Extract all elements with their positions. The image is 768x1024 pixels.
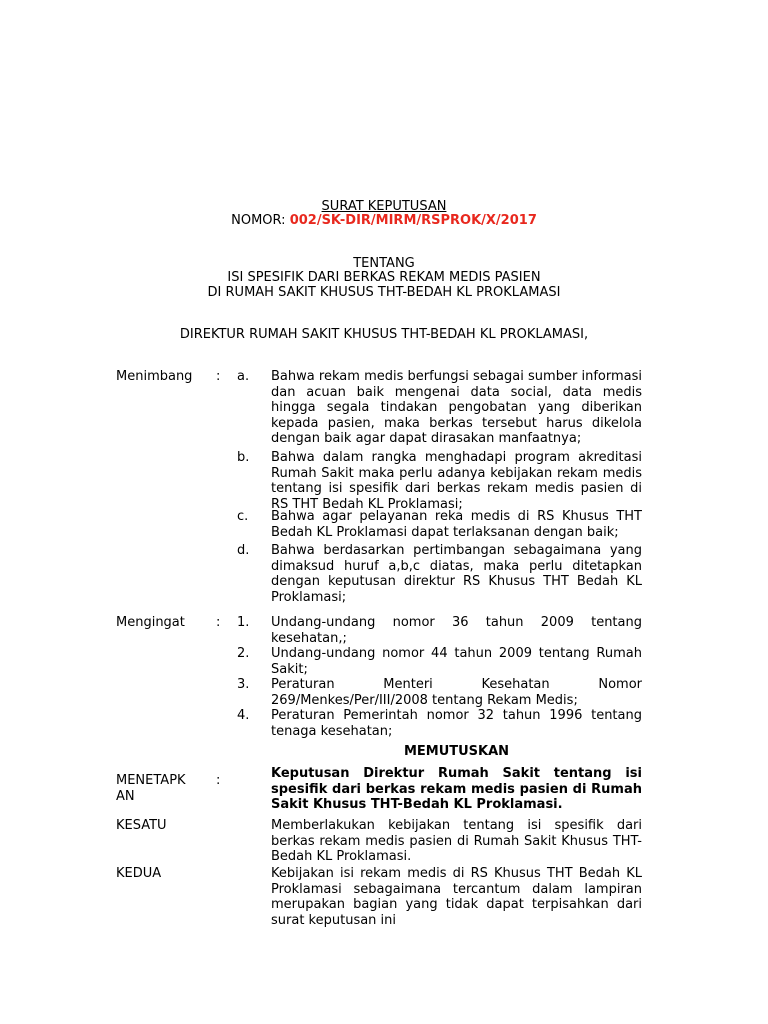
number-value: 002/SK-DIR/MIRM/RSPROK/X/2017: [289, 213, 537, 228]
mengingat-marker-1: 1.: [237, 615, 250, 630]
tentang-heading: TENTANG: [353, 256, 415, 271]
mengingat-label: Mengingat: [116, 615, 185, 630]
subject-line-2: DI RUMAH SAKIT KHUSUS THT-BEDAH KL PROKLAMASI: [207, 285, 561, 300]
mengingat-marker-4: 4.: [237, 708, 250, 723]
memutuskan-heading: MEMUTUSKAN: [403, 744, 510, 759]
issuer-heading: DIREKTUR RUMAH SAKIT KHUSUS THT-BEDAH KL PROKLAMASI,: [179, 327, 589, 342]
menimbang-item-b: Bahwa dalam rangka menghadapi program akreditasi Rumah Sakit maka perlu adanya kebijakan rekam medis tentang isi spesifik dari berkas rekam medis pasien di RS THT Bedah KL Proklamasi;: [271, 450, 642, 512]
menetapkan-text: Keputusan Direktur Rumah Sakit tentang isi spesifik dari berkas rekam medis pasien di Rumah Sakit Khusus THT-Bedah KL Proklamasi.: [271, 766, 642, 812]
menetapkan-label: [116, 773, 186, 804]
document-number: [0, 213, 768, 229]
number-label: NOMOR:: [231, 213, 286, 228]
mengingat-colon: :: [216, 615, 221, 630]
subject-line-1: ISI SPESIFIK DARI BERKAS REKAM MEDIS PASIEN: [227, 270, 541, 285]
menimbang-item-c: Bahwa agar pelayanan reka medis di RS Khusus THT Bedah KL Proklamasi dapat terlaksanan dengan baik;: [271, 509, 642, 540]
menimbang-marker-a: a.: [237, 369, 250, 384]
menetapkan-label-line-2: AN: [116, 788, 135, 804]
menetapkan-colon: :: [216, 773, 221, 788]
mengingat-item-4: Peraturan Pemerintah nomor 32 tahun 1996 tentang tenaga kesehatan;: [271, 708, 642, 739]
mengingat-item-3: Peraturan Menteri Kesehatan Nomor 269/Menkes/Per/III/2008 tentang Rekam Medis;: [271, 677, 642, 708]
menimbang-label: Menimbang: [116, 369, 193, 384]
mengingat-item-1: Undang-undang nomor 36 tahun 2009 tentang kesehatan,;: [271, 615, 642, 646]
menimbang-colon: :: [216, 369, 221, 384]
menimbang-marker-b: b.: [237, 450, 250, 465]
menimbang-marker-d: d.: [237, 543, 250, 558]
mengingat-marker-3: 3.: [237, 677, 250, 692]
kedua-label: KEDUA: [116, 866, 162, 881]
menimbang-marker-c: c.: [237, 509, 249, 524]
kesatu-label: KESATU: [116, 818, 167, 833]
document-title: SURAT KEPUTUSAN: [321, 199, 447, 214]
menimbang-item-a: Bahwa rekam medis berfungsi sebagai sumber informasi dan acuan baik mengenai data social, data medis hingga segala tindakan pengobatan yang diberikan kepada pasien, maka berkas tersebut harus dikelola dengan baik agar dapat dirasakan manfaatnya;: [271, 369, 642, 446]
menimbang-item-d: Bahwa berdasarkan pertimbangan sebagaimana yang dimaksud huruf a,b,c diatas, maka perlu ditetapkan dengan keputusan direktur RS Khusus THT Bedah KL Proklamasi;: [271, 543, 642, 605]
mengingat-item-2: Undang-undang nomor 44 tahun 2009 tentang Rumah Sakit;: [271, 646, 642, 677]
kedua-text: Kebijakan isi rekam medis di RS Khusus THT Bedah KL Proklamasi sebagaimana tercantum dalam lampiran merupakan bagian yang tidak dapat terpisahkan dari surat keputusan ini: [271, 866, 642, 928]
mengingat-marker-2: 2.: [237, 646, 250, 661]
kesatu-text: Memberlakukan kebijakan tentang isi spesifik dari berkas rekam medis pasien di Rumah Sakit Khusus THT-Bedah KL Proklamasi.: [271, 818, 642, 864]
menetapkan-label-line-1: MENETAPK: [116, 773, 186, 788]
